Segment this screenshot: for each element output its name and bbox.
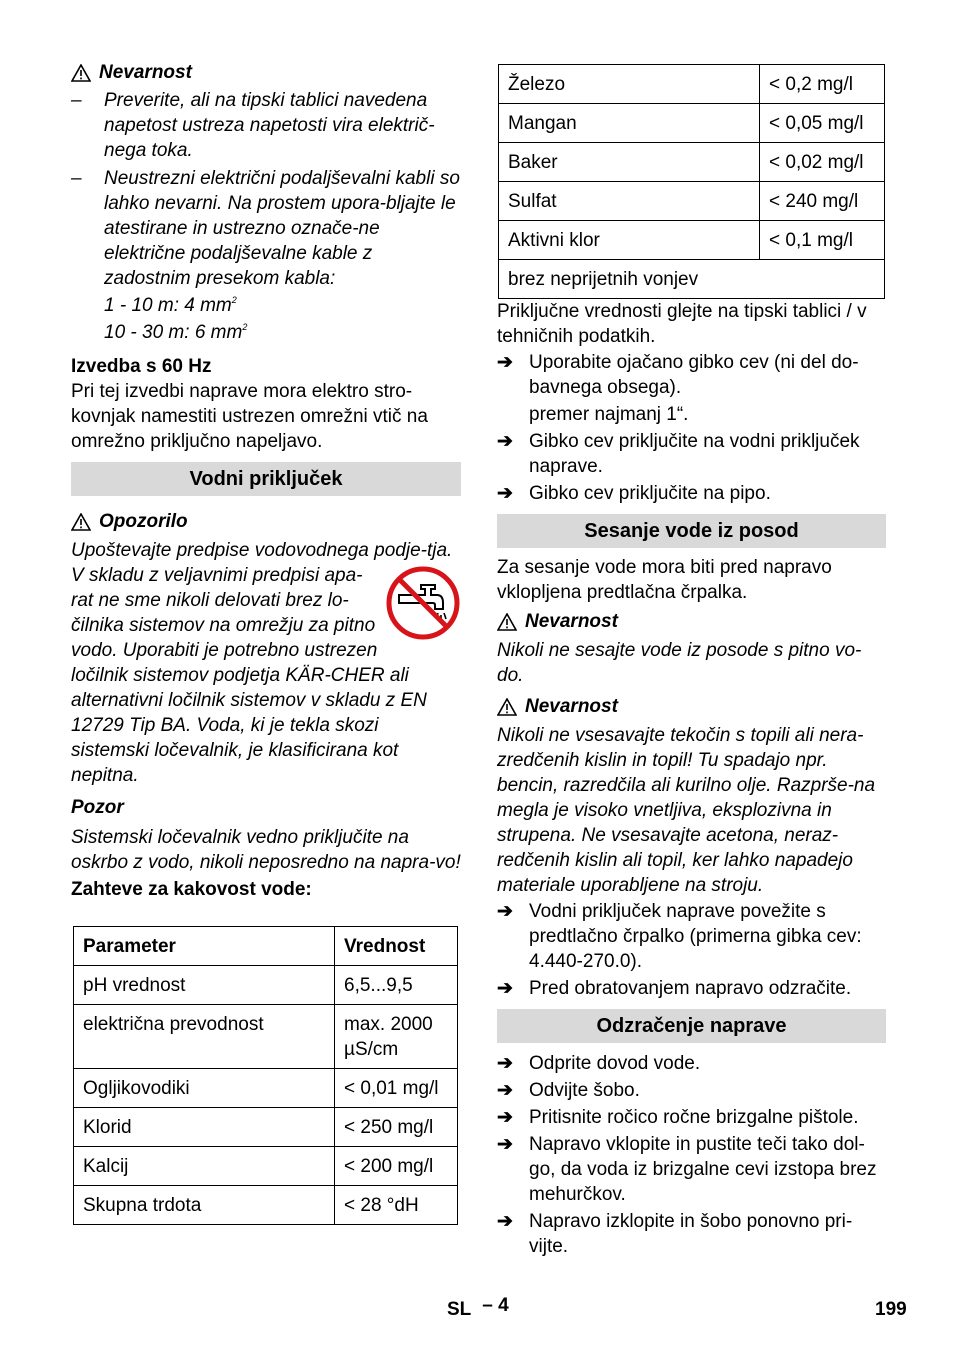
footer-page-number: 199 [875,1299,907,1320]
warning-heading: Opozorilo [71,509,461,534]
list-item: ➔ Odprite dovod vode. [497,1053,701,1074]
left-column [71,60,461,1225]
list-item: ➔ Gibko cev priključite na vodni priključek naprave. [497,431,860,477]
warning-triangle-icon [497,613,517,631]
danger-heading: Nevarnost [497,694,886,719]
arrow-icon: ➔ [497,1107,513,1128]
table-row: električna prevodnost max. 2000 µS/cm [74,1005,458,1069]
table-row: brez neprijetnih vonjev [499,260,885,299]
cable-spec-2: 10 - 30 m: 6 $mm^2$ [104,322,248,343]
arrow-icon: ➔ [497,901,513,922]
cable-spec-1: 1 - 10 m: 4 $mm^2$ [104,295,237,316]
caution-heading: Pozor [71,797,124,818]
table-row: pH vrednost 6,5...9,5 [74,966,458,1005]
warning-triangle-icon [497,698,517,716]
section-water-connection: Vodni priključek [71,462,461,496]
table-row: Ogljikovodiki < 0,01 mg/l [74,1069,458,1108]
hz-text: Pri tej izvedbi naprave mora elektro stro-kovnjak namestiti ustrezen omrežni vtič na omrežno priključno napeljavo. [71,381,428,452]
arrow-icon: ➔ [497,978,513,999]
list-item: ➔ Pritisnite ročico ročne brizgalne pištole. [497,1107,859,1128]
table-header-row: Parameter Vrednost [74,927,458,966]
water-quality-table-continued [498,64,885,299]
diameter-note: premer najmanj 1“. [529,404,689,425]
quality-heading: Zahteve za kakovost vode: [71,879,312,900]
list-item: – Neustrezni električni podaljševalni kabli so lahko nevarni. Na prostem upora-bljajte le atestirane in ustrezno označe-ne električne podaljševalne kable z zadostnim presekom kabla: [71,168,460,289]
arrow-icon: ➔ [497,1211,513,1232]
arrow-icon: ➔ [497,1053,513,1074]
warning-triangle-icon [71,513,91,531]
arrow-icon: ➔ [497,431,513,452]
list-item: ➔ Gibko cev priključite na pipo. [497,483,771,504]
table-row: Sulfat < 240 mg/l [499,182,885,221]
danger-text: Nikoli ne sesajte vode iz posode s pitno vo-do. [497,640,862,686]
list-item: ➔ Uporabite ojačano gibko cev (ni del do-bavnega obsega). [497,352,859,398]
table-row: Klorid < 250 mg/l [74,1108,458,1147]
list-item: ➔ Napravo vklopite in pustite teči tako dol-go, da voda iz brizgalne cevi izstopa brez mehurčkov. [497,1134,877,1205]
table-row: Skupna trdota < 28 °dH [74,1186,458,1225]
table-row: Mangan < 0,05 mg/l [499,104,885,143]
list-item: – Preverite, ali na tipski tablici navedena napetost ustreza napetosti vira električ-nega toka. [71,90,435,161]
table-row: Baker < 0,02 mg/l [499,143,885,182]
danger-heading [71,60,461,85]
list-item: ➔ Pred obratovanjem napravo odzračite. [497,978,852,999]
water-quality-table [73,926,458,1225]
right-column [497,64,886,1259]
suction-text: Za sesanje vode mora biti pred napravo vklopljena predtlačna črpalka. [497,557,832,603]
table-row: Aktivni klor < 0,1 mg/l [499,221,885,260]
list-item: ➔ Vodni priključek naprave povežite s predtlačno črpalko (primerna gibka cev: 4.440-270.0). [497,901,862,972]
danger-heading: Nevarnost [497,609,886,634]
table-row: Železo < 0,2 mg/l [499,65,885,104]
arrow-icon: ➔ [497,1080,513,1101]
footer-language: SL – 4 [447,1295,509,1320]
warning-triangle-icon [71,64,91,82]
hz-heading: Izvedba s 60 Hz [71,356,212,377]
list-item: ➔ Odvijte šobo. [497,1080,640,1101]
arrow-icon: ➔ [497,352,513,373]
caution-text: Sistemski ločevalnik vedno priključite na oskrbo z vodo, nikoli neposredno na napra-vo! [71,827,461,873]
arrow-icon: ➔ [497,1134,513,1155]
no-drinking-water-icon [385,565,461,641]
danger-title: Nevarnost [99,62,192,83]
warning-text-1: Upoštevajte predpise vodovodnega podje-tja. [71,540,453,561]
connection-values-text: Priključne vrednosti glejte na tipski tablici / v tehničnih podatkih. [497,301,867,347]
list-item: ➔ Napravo izklopite in šobo ponovno pri-vijte. [497,1211,853,1257]
section-venting: Odzračenje naprave [497,1009,886,1043]
warning-text-2: V skladu z veljavnimi predpisi apa-rat ne sme nikoli delovati brez lo-čilnika sistemov na omrežju za pitno vodo. Uporabiti je potrebno ustrezen ločilnik sistemov podjetja KÄR-CHER ali alternativni ločilnik sistemov v skladu z EN 12729 Tip BA. Voda, ki je tekla skozi sistemski ločevalnik, je klasificirana kot nepitna. [71,563,461,788]
footer-page-local: – 4 [482,1295,509,1316]
table-row: Kalcij < 200 mg/l [74,1147,458,1186]
arrow-icon: ➔ [497,483,513,504]
danger-text: Nikoli ne vsesavajte tekočin s topili ali nera-zredčenih kislin in topil! Tu spadajo npr. bencin, razredčila ali kurilno olje. Razprše-na megla je visoko vnetljiva, eksplozivna in strupena. Ne vsesavajte acetona, neraz-redčenih kislin ali topil, ker lahko napadejo materiale uporabljene na stroju. [497,725,876,896]
section-suction: Sesanje vode iz posod [497,514,886,548]
